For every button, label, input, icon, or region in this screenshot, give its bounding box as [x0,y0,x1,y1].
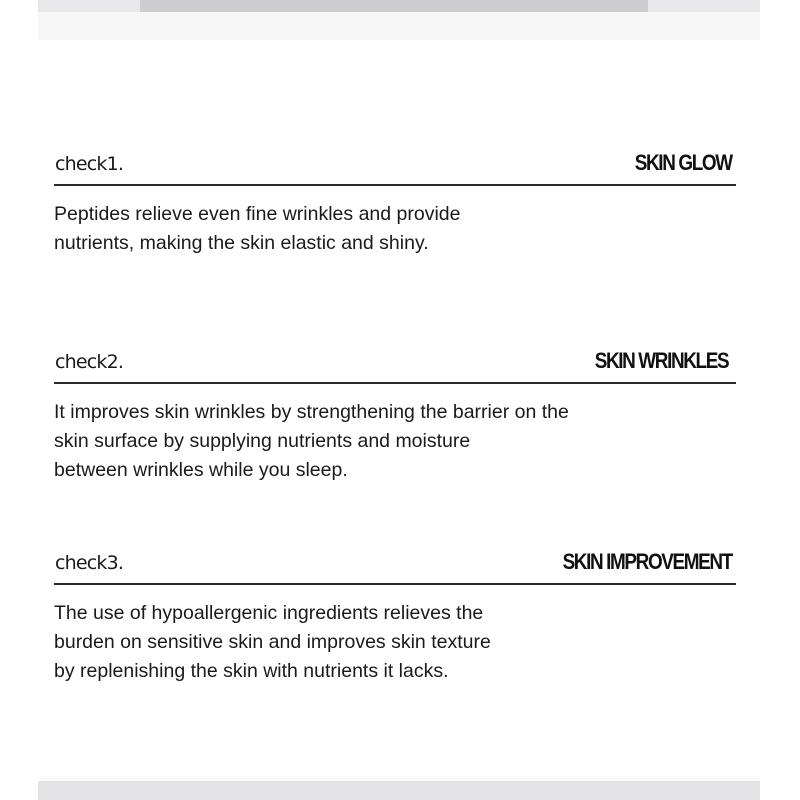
section-title: SKIN WRINKLES [594,348,728,373]
check-section-1 [54,148,736,258]
top-image-strip-dark [140,0,648,12]
description-line: Peptides relieve even fine wrinkles and provide [54,203,461,225]
description-line: The use of hypoallergenic ingredients relieves the [54,602,484,624]
check-label: check3. [55,552,124,574]
description-line: between wrinkles while you sleep. [54,459,348,481]
description-line: It improves skin wrinkles by strengthening the barrier on the [54,401,569,423]
section-header [54,148,736,184]
check-label: check1. [55,153,124,175]
bottom-image-band [38,781,760,800]
section-description [54,398,736,485]
section-description [54,599,736,686]
section-divider [54,583,736,585]
section-description [54,200,736,258]
description-line: burden on sensitive skin and improves skin texture [54,631,491,653]
check-label: check2. [55,351,124,373]
section-divider [54,184,736,186]
top-image-band [38,0,760,40]
check-section-2 [54,346,736,485]
section-header [54,547,736,583]
section-divider [54,382,736,384]
section-title: SKIN GLOW [635,150,732,175]
section-title: SKIN IMPROVEMENT [562,549,732,574]
check-section-3 [54,547,736,686]
description-line: nutrients, making the skin elastic and shiny. [54,232,429,254]
description-line: by replenishing the skin with nutrients it lacks. [54,660,449,682]
top-image-strip [38,0,760,12]
section-header [54,346,736,382]
description-line: skin surface by supplying nutrients and moisture [54,430,471,452]
